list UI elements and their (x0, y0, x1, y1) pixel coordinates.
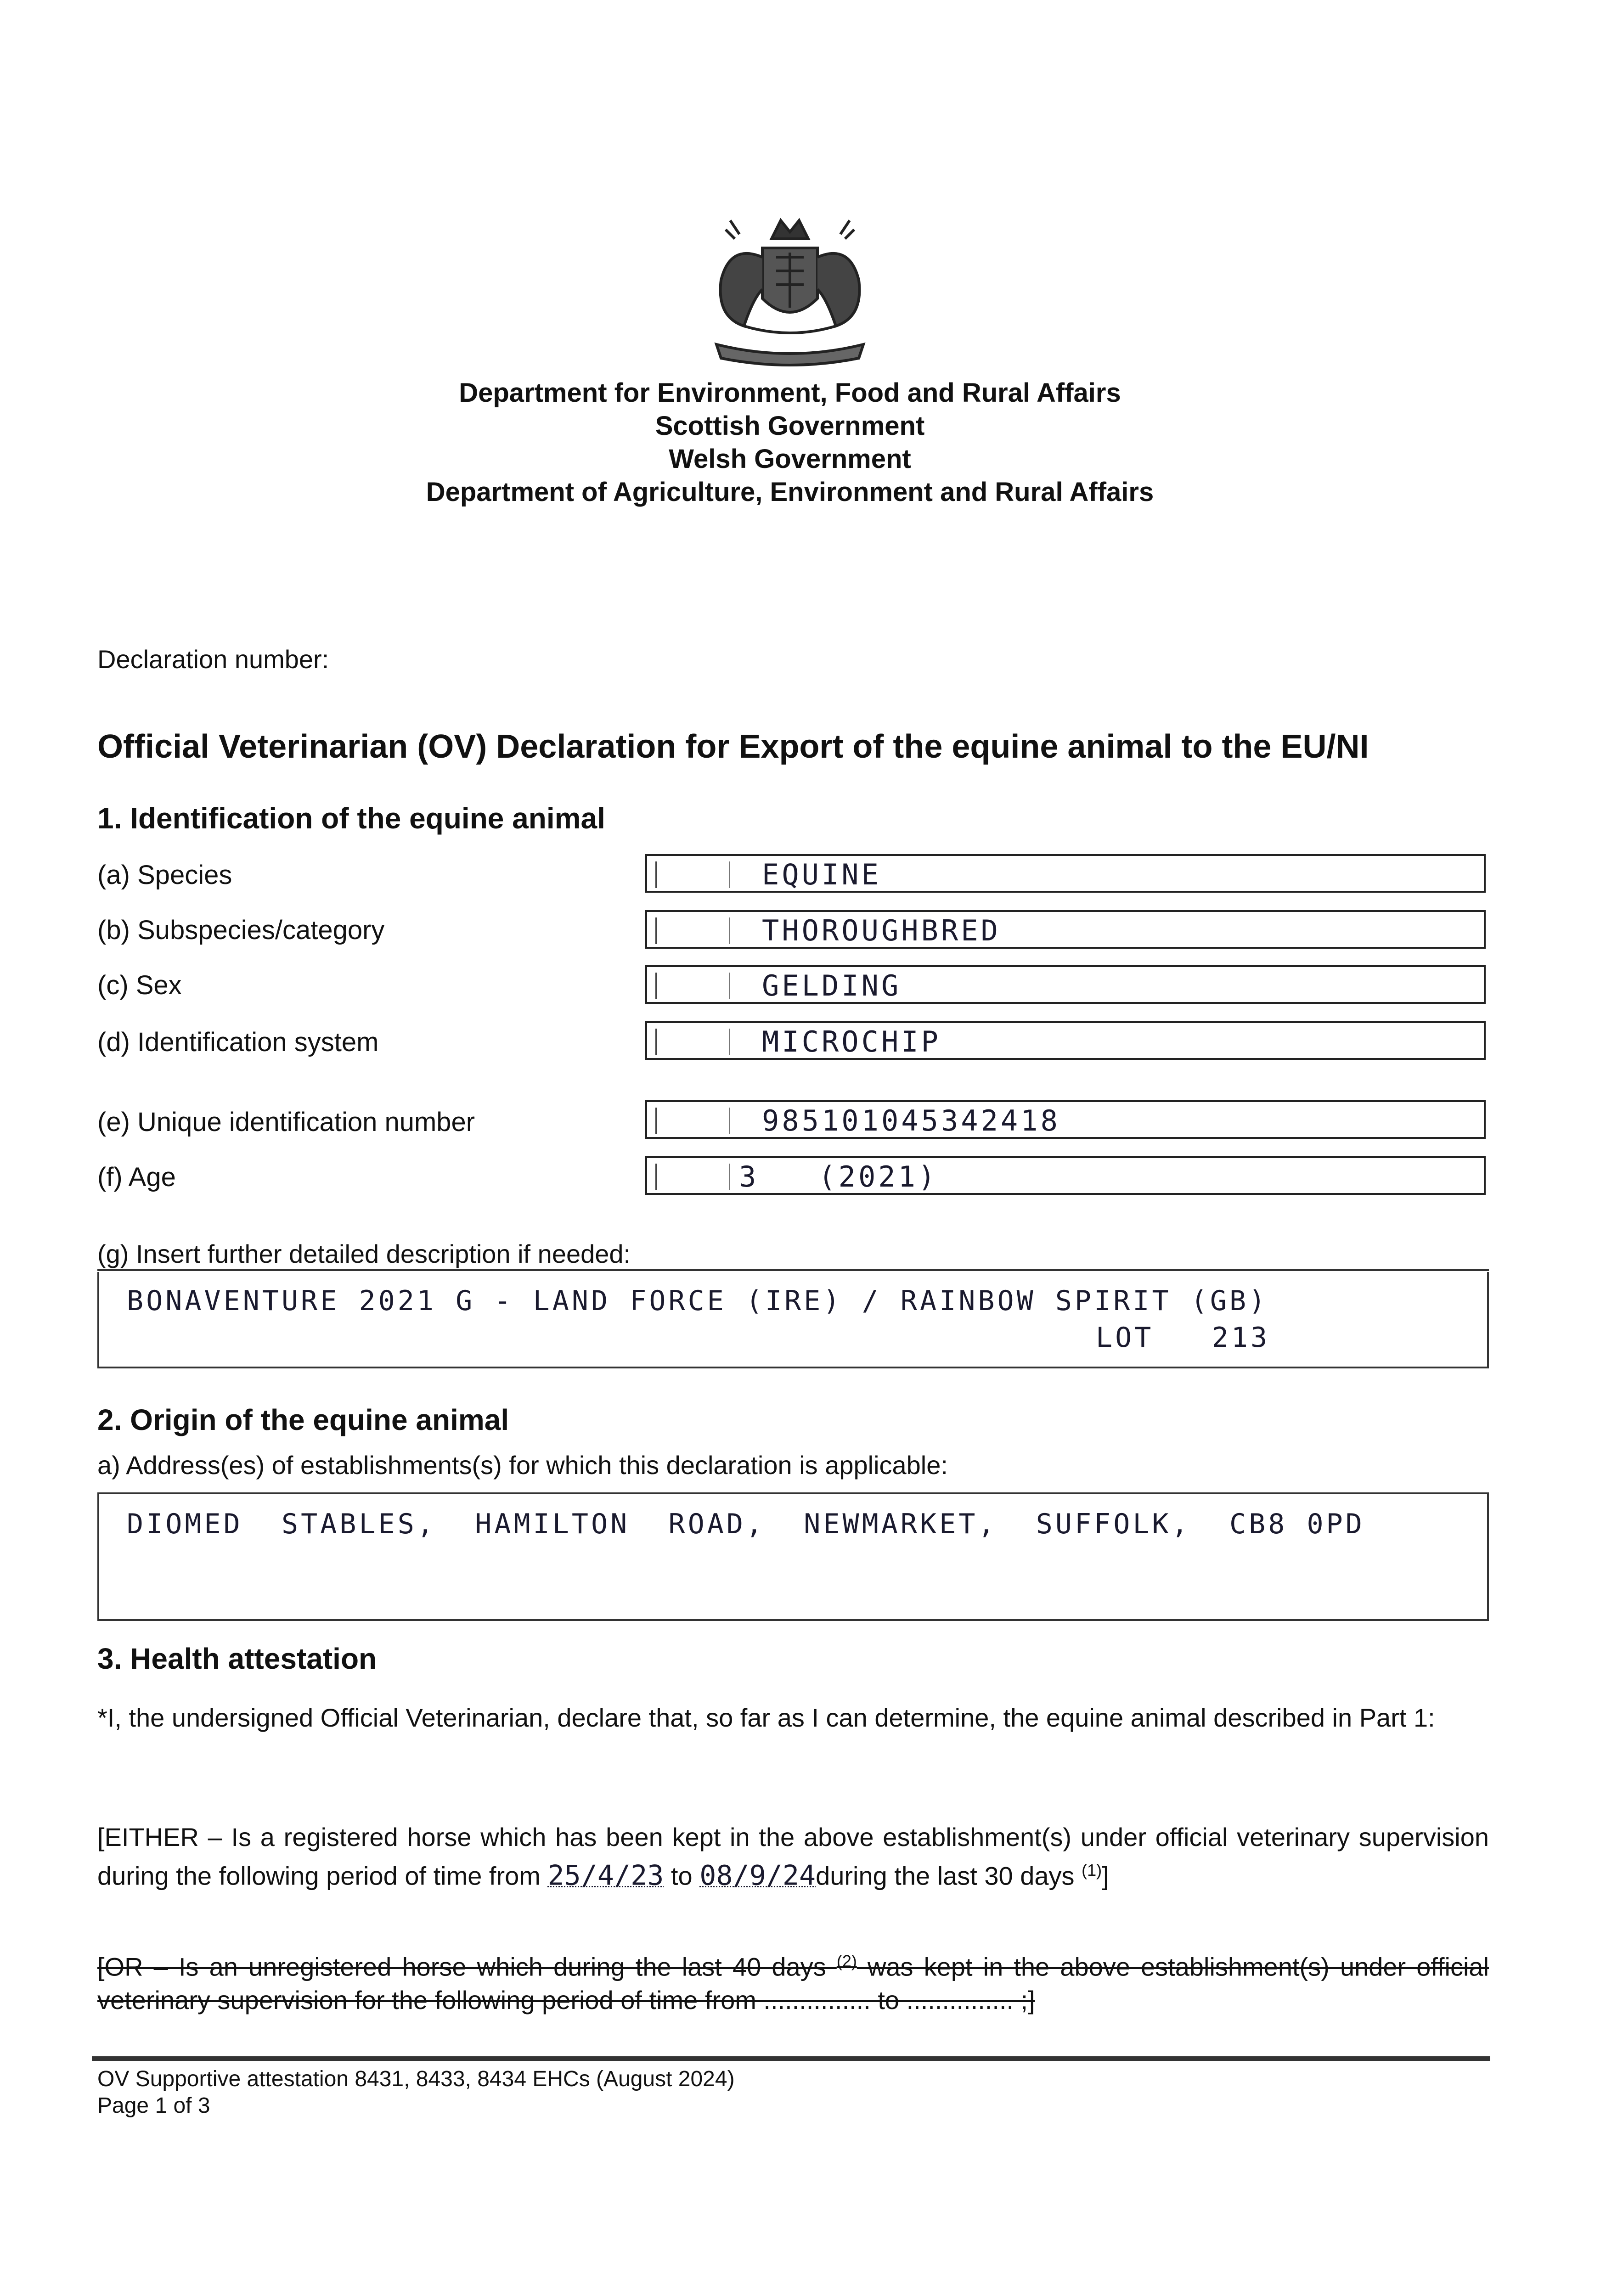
identification-system-field[interactable] (645, 1021, 1486, 1060)
address-value: DIOMED STABLES, HAMILTON ROAD, NEWMARKET, SUFFOLK, CB8 0PD (127, 1508, 1365, 1540)
footer-divider (92, 2056, 1490, 2061)
page-title: Official Veterinarian (OV) Declaration for Export of the equine animal to the EU/NI (97, 728, 1369, 765)
sex-label: (c) Sex (97, 970, 182, 1000)
health-attestation-intro: *I, the undersigned Official Veterinarian, declare that, so far as I can determine, the equine animal described in Part 1: (97, 1703, 1435, 1732)
either-to-date: 08/9/24 (699, 1859, 816, 1892)
header-dept-2: Scottish Government (655, 411, 925, 441)
further-description-label: (g) Insert further detailed description if needed: (97, 1239, 631, 1268)
identification-system-value: MICROCHIP (762, 1025, 941, 1058)
further-description-line-1: BONAVENTURE 2021 G - LAND FORCE (IRE) / RAINBOW SPIRIT (GB) (127, 1285, 1268, 1317)
header-dept-3: Welsh Government (669, 444, 911, 474)
subspecies-value: THOROUGHBRED (762, 914, 1001, 947)
sex-value: GELDING (762, 969, 902, 1002)
section-3-heading: 3. Health attestation (97, 1642, 377, 1675)
species-label: (a) Species (97, 860, 232, 890)
further-description-line-2: LOT 213 (1096, 1322, 1270, 1354)
section-1-heading: 1. Identification of the equine animal (97, 802, 605, 835)
species-field[interactable] (645, 854, 1486, 893)
either-from-date: 25/4/23 (547, 1859, 664, 1892)
royal-coat-of-arms-logo (689, 207, 891, 372)
footer-page-number: Page 1 of 3 (97, 2093, 210, 2118)
unique-id-field[interactable] (645, 1100, 1486, 1139)
unique-id-value: 985101045342418 (762, 1104, 1060, 1137)
header-dept-4: Department of Agriculture, Environment and Rural Affairs (426, 477, 1154, 507)
declaration-number-label: Declaration number: (97, 645, 329, 674)
subspecies-field[interactable] (645, 910, 1486, 949)
further-description-box[interactable] (97, 1272, 1489, 1368)
age-value: 3 (2021) (739, 1160, 938, 1193)
identification-system-label: (d) Identification system (97, 1027, 379, 1057)
unique-id-label: (e) Unique identification number (97, 1107, 475, 1137)
section-2-heading: 2. Origin of the equine animal (97, 1403, 509, 1436)
age-field[interactable] (645, 1156, 1486, 1195)
header-dept-1: Department for Environment, Food and Rural Affairs (459, 378, 1121, 408)
footer-attestation: OV Supportive attestation 8431, 8433, 8434 EHCs (August 2024) (97, 2067, 735, 2091)
address-box[interactable] (97, 1492, 1489, 1621)
species-value: EQUINE (762, 858, 881, 891)
either-clause: [EITHER – Is a registered horse which has been kept in the above establishment(s) under official veterinary supervision during the following period of time from 25/4/23 to 08/9/24during the last 30 days $^{(1)}$] (97, 1823, 1489, 1892)
age-label: (f) Age (97, 1162, 176, 1192)
sex-field[interactable] (645, 965, 1486, 1004)
address-label: a) Address(es) of establishments(s) for which this declaration is applicable: (97, 1451, 948, 1480)
further-description-rule (97, 1269, 1489, 1271)
or-clause-struck: [OR – Is an unregistered horse which during the last 40 days $^{(2)}$ was kept in the above establishment(s) under official veterinary supervision for the following period of time from ............... to ............... ;] (97, 1952, 1489, 2015)
subspecies-label: (b) Subspecies/category (97, 915, 385, 945)
